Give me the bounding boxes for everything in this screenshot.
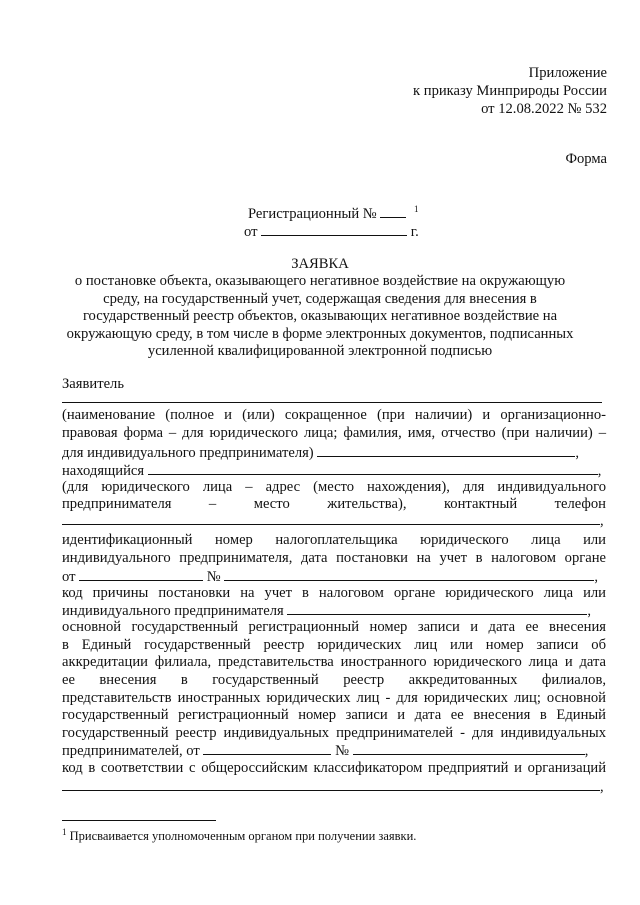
- body-line-3: для индивидуального предпринимателя) ,: [62, 442, 579, 462]
- body-line-9: от № ,: [62, 566, 598, 586]
- applicant-label: Заявитель: [62, 376, 124, 392]
- registration-year-suffix: г.: [410, 224, 419, 240]
- body-line-20: код в соответствии с общероссийским классификатором предприятий и организаций: [62, 760, 606, 776]
- header-date-number: от 12.08.2022 № 532: [481, 101, 607, 117]
- body-line-5: (для юридического лица – адрес (место нахождения), для индивидуального: [62, 479, 606, 495]
- footnote-separator: [62, 820, 216, 821]
- body-line-2: правовая форма – для юридического лица; фамилия, имя, отчество (при наличии) –: [62, 425, 606, 441]
- registration-label: Регистрационный №: [248, 206, 377, 222]
- body-line-1: (наименование (полное и (или) сокращенное (при наличии) и организационно-: [62, 407, 606, 423]
- tax-number-field: [224, 566, 594, 581]
- kpp-field: [287, 600, 587, 615]
- okpo-comma: ,: [600, 779, 604, 795]
- header-appendix: Приложение: [528, 65, 607, 81]
- applicant-name-line: [62, 402, 602, 403]
- title-line-3: государственный реестр объектов, оказывающих негативное воздействие на: [82, 308, 558, 324]
- tax-date-field: [79, 566, 203, 581]
- body-line-8: индивидуального предпринимателя, дата постановки на учет в налоговом органе: [62, 550, 606, 566]
- phone-line: [62, 524, 600, 525]
- footnote-mark: 1: [62, 826, 67, 837]
- body-line-18: государственный реестр индивидуальных предпринимателей - для индивидуальных: [62, 725, 606, 741]
- body-line-14: аккредитации филиала, представительства иностранного юридического лица и дата: [62, 654, 606, 670]
- registration-footnote-mark: 1: [414, 204, 419, 215]
- body-line-10: код причины постановки на учет в налоговом органе юридического лица или: [62, 585, 606, 601]
- header-order: к приказу Минприроды России: [413, 83, 607, 99]
- footnote-text: Присваивается уполномоченным органом при получении заявки.: [69, 829, 417, 843]
- body-line-13: в Единый государственный реестр юридических лиц или номер записи об: [62, 637, 606, 653]
- body-line-4: находящийся ,: [62, 460, 601, 480]
- body-line-6: предпринимателя – место жительства), контактный телефон: [62, 496, 606, 512]
- location-field: [148, 460, 598, 475]
- ogrn-number-field: [353, 740, 585, 755]
- title-line-1: о постановке объекта, оказывающего негативное воздействие на окружающую: [74, 273, 566, 289]
- body-line-16: представительств иностранных юридических лиц - для юридических лиц; основной: [62, 690, 606, 706]
- phone-comma: ,: [600, 513, 604, 529]
- body-line-11: индивидуального предпринимателя ,: [62, 600, 591, 620]
- title-line-5: усиленной квалифицированной электронной подписью: [147, 343, 493, 359]
- registration-from: от: [244, 224, 258, 240]
- body-line-12: основной государственный регистрационный номер записи и дата ее внесения: [62, 619, 606, 635]
- title-main: ЗАЯВКА: [291, 256, 349, 272]
- body-line-15: ее внесения в государственный реестр аккредитованных филиалов,: [62, 672, 606, 688]
- title-line-4: окружающую среду, в том числе в форме электронных документов, подписанных: [66, 326, 574, 342]
- okpo-line: [62, 790, 600, 791]
- body-line-19: предпринимателей, от № ,: [62, 740, 588, 760]
- body-line-17: государственный регистрационный номер записи и дата ее внесения в Единый: [62, 707, 606, 723]
- registration-date-field: [261, 221, 407, 236]
- title-line-2: среду, на государственный учет, содержащая сведения для внесения в: [103, 291, 537, 307]
- entrepreneur-field: [317, 442, 575, 457]
- registration-date: [244, 221, 419, 241]
- ogrn-date-field: [203, 740, 331, 755]
- body-line-7: идентификационный номер налогоплательщика юридического лица или: [62, 532, 606, 548]
- form-label: Форма: [565, 151, 607, 167]
- registration-number: [248, 203, 419, 223]
- registration-number-field: [380, 203, 406, 218]
- footnote: [62, 826, 417, 844]
